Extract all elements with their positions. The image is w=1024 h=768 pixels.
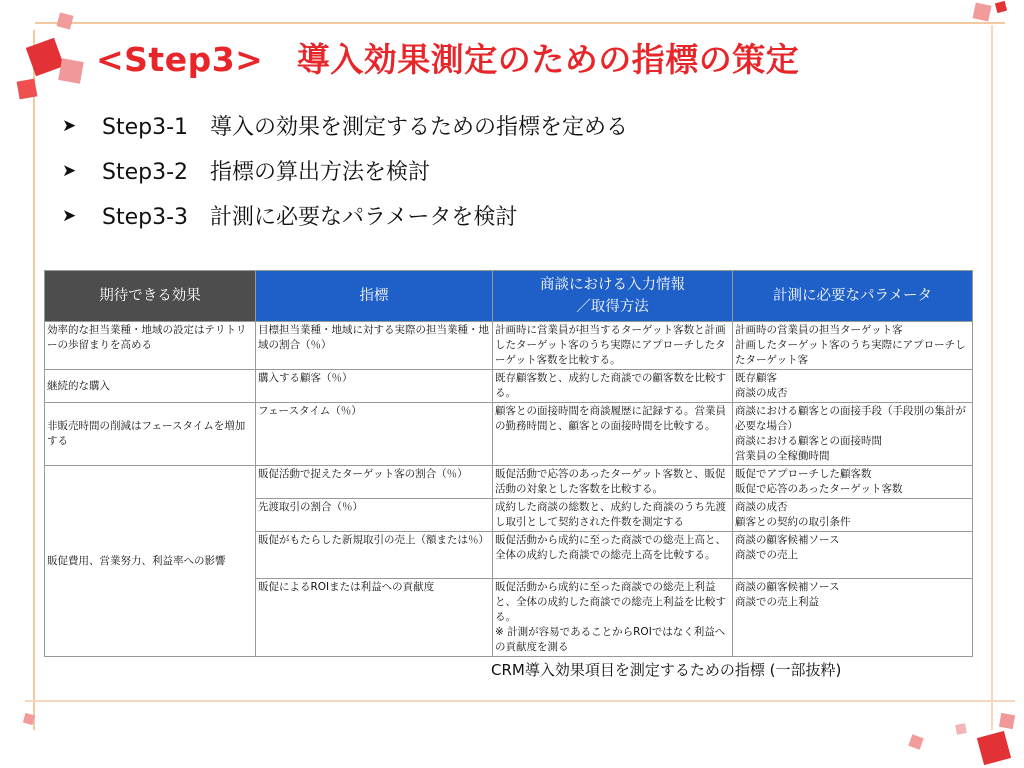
- cell-effect: 継続的な購入: [45, 370, 256, 403]
- bullet-label: Step3-1 導入の効果を測定するための指標を定める: [102, 115, 629, 140]
- table-row: [45, 370, 973, 403]
- table-row: [45, 403, 973, 466]
- cell-effect: 効率的な担当業種・地域の設定はテリトリーの歩留まりを高める: [45, 322, 256, 370]
- header-method: 商談における入力情報 ／取得方法: [493, 271, 733, 322]
- bullet-label: Step3-3 計測に必要なパラメータを検討: [102, 205, 518, 230]
- decor-squares-top-right: [960, 0, 1024, 40]
- slide-title: <Step3> 導入効果測定のための指標の策定: [96, 40, 800, 79]
- cell-method: 計画時に営業員が担当するターゲット客数と計画したターゲット客のうち実際にアプローチしたターゲット客数を比較する。: [493, 322, 733, 370]
- cell-params: 商談における顧客との面接手段（手段別の集計が必要な場合） 商談における顧客との面接時間 営業員の全稼働時間: [733, 403, 973, 466]
- bullet-list: [62, 103, 628, 238]
- cell-method: 成約した商談の総数と、成約した商談のうち先渡し取引として契約された件数を測定する: [493, 499, 733, 532]
- decor-squares-bottom-left: [0, 700, 60, 768]
- cell-method: 販促活動で応答のあったターゲット客数と、販促活動の対象とした客数を比較する。: [493, 466, 733, 499]
- cell-params: 商談の顧客候補ソース 商談での売上: [733, 532, 973, 579]
- header-params: 計測に必要なパラメータ: [733, 271, 973, 322]
- cell-metric: 購入する顧客（％）: [256, 370, 493, 403]
- bullet-item: [62, 103, 628, 148]
- bullet-item: [62, 148, 628, 193]
- table-row: [45, 322, 973, 370]
- cell-metric: 販促がもたらした新規取引の売上（額または％）: [256, 532, 493, 579]
- cell-method: 顧客との面接時間を商談履歴に記録する。営業員の勤務時間と、顧客との面接時間を比較する。: [493, 403, 733, 466]
- cell-params: 商談の成否 顧客との契約の取引条件: [733, 499, 973, 532]
- cell-params: 販促でアプローチした顧客数 販促で応答のあったターゲット客数: [733, 466, 973, 499]
- frame-line-left: [33, 30, 35, 730]
- cell-metric: 先渡取引の割合（％）: [256, 499, 493, 532]
- arrow-bullet-icon: ➤: [62, 160, 77, 181]
- cell-method: 販促活動から成約に至った商談での総売上高と、全体の成約した商談での総売上高を比較する。: [493, 532, 733, 579]
- cell-metric: 目標担当業種・地域に対する実際の担当業種・地域の割合（％）: [256, 322, 493, 370]
- cell-metric: フェースタイム（％）: [256, 403, 493, 466]
- table-caption: CRM導入効果項目を測定するための指標 (一部抜粋): [491, 661, 842, 679]
- metrics-table: [44, 270, 973, 657]
- cell-metric: 販促活動で捉えたターゲット客の割合（％）: [256, 466, 493, 499]
- decor-squares-top-left: [0, 0, 100, 110]
- bullet-label: Step3-2 指標の算出方法を検討: [102, 160, 431, 185]
- frame-line-top: [35, 22, 1005, 24]
- cell-effect: 販促費用、営業努力、利益率への影響: [45, 466, 256, 657]
- frame-line-right: [991, 25, 993, 730]
- table-header-row: [45, 271, 973, 322]
- cell-method: 販促活動から成約に至った商談での総売上利益と、全体の成約した商談での総売上利益を比較する。 ※ 計測が容易であることからROIではなく利益への貢献度を測る: [493, 579, 733, 657]
- cell-params: 計画時の営業員の担当ターゲット客 計画したターゲット客のうち実際にアプローチしたターゲット客: [733, 322, 973, 370]
- cell-method: 既存顧客数と、成約した商談での顧客数を比較する。: [493, 370, 733, 403]
- arrow-bullet-icon: ➤: [62, 205, 77, 226]
- header-metric: 指標: [256, 271, 493, 322]
- cell-params: 商談の顧客候補ソース 商談での売上利益: [733, 579, 973, 657]
- bullet-item: [62, 193, 628, 238]
- cell-params: 既存顧客 商談の成否: [733, 370, 973, 403]
- table-row: [45, 466, 973, 499]
- cell-metric: 販促によるROIまたは利益への貢献度: [256, 579, 493, 657]
- decor-squares-bottom-right: [900, 710, 1024, 768]
- arrow-bullet-icon: ➤: [62, 115, 77, 136]
- header-effect: 期待できる効果: [45, 271, 256, 322]
- frame-line-bottom: [25, 700, 1015, 702]
- cell-effect: 非販売時間の削減はフェースタイムを増加する: [45, 403, 256, 466]
